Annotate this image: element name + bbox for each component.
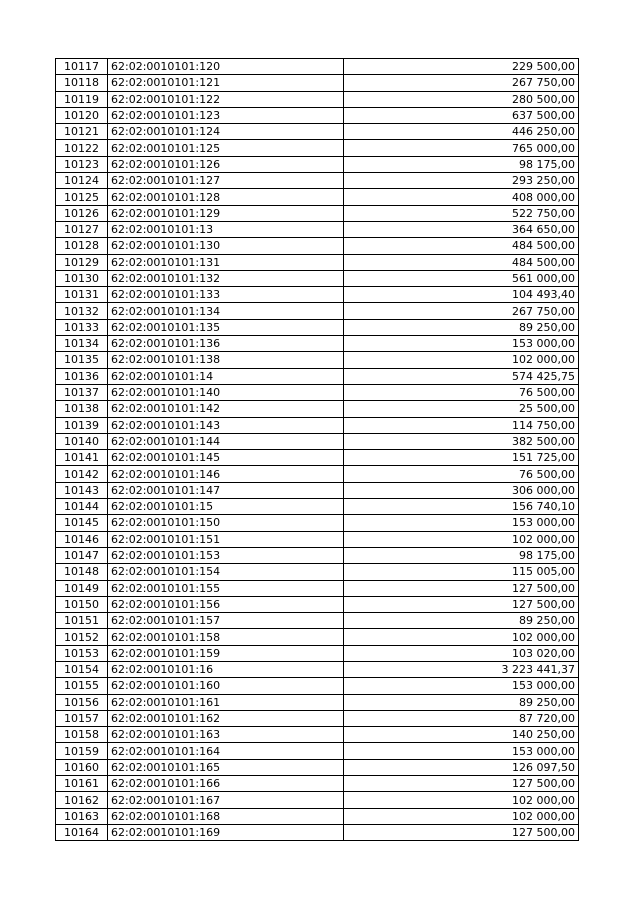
row-number-cell: 10164 bbox=[56, 824, 108, 840]
table-row bbox=[56, 319, 579, 335]
row-number-cell: 10158 bbox=[56, 727, 108, 743]
cadastral-number-cell: 62:02:0010101:166 bbox=[108, 776, 344, 792]
cadastral-value-cell: 561 000,00 bbox=[344, 270, 579, 286]
table-row bbox=[56, 564, 579, 580]
table-row bbox=[56, 824, 579, 840]
cadastral-value-cell: 25 500,00 bbox=[344, 401, 579, 417]
row-number-cell: 10134 bbox=[56, 336, 108, 352]
table-row bbox=[56, 91, 579, 107]
table-row bbox=[56, 499, 579, 515]
cadastral-number-cell: 62:02:0010101:129 bbox=[108, 205, 344, 221]
table-row bbox=[56, 450, 579, 466]
row-number-cell: 10143 bbox=[56, 482, 108, 498]
table-row bbox=[56, 238, 579, 254]
cadastral-value-cell: 140 250,00 bbox=[344, 727, 579, 743]
cadastral-value-cell: 267 750,00 bbox=[344, 75, 579, 91]
table-row bbox=[56, 531, 579, 547]
row-number-cell: 10133 bbox=[56, 319, 108, 335]
row-number-cell: 10137 bbox=[56, 384, 108, 400]
table-row bbox=[56, 287, 579, 303]
cadastral-value-cell: 102 000,00 bbox=[344, 808, 579, 824]
cadastral-number-cell: 62:02:0010101:142 bbox=[108, 401, 344, 417]
cadastral-number-cell: 62:02:0010101:124 bbox=[108, 124, 344, 140]
cadastral-number-cell: 62:02:0010101:168 bbox=[108, 808, 344, 824]
cadastral-value-cell: 267 750,00 bbox=[344, 303, 579, 319]
cadastral-value-cell: 76 500,00 bbox=[344, 466, 579, 482]
cadastral-value-cell: 126 097,50 bbox=[344, 759, 579, 775]
cadastral-value-cell: 637 500,00 bbox=[344, 107, 579, 123]
cadastral-number-cell: 62:02:0010101:151 bbox=[108, 531, 344, 547]
row-number-cell: 10146 bbox=[56, 531, 108, 547]
cadastral-value-cell: 293 250,00 bbox=[344, 173, 579, 189]
cadastral-number-cell: 62:02:0010101:153 bbox=[108, 547, 344, 563]
cadastral-value-cell: 306 000,00 bbox=[344, 482, 579, 498]
cadastral-number-cell: 62:02:0010101:128 bbox=[108, 189, 344, 205]
cadastral-value-cell: 153 000,00 bbox=[344, 515, 579, 531]
table-row bbox=[56, 254, 579, 270]
table-row bbox=[56, 694, 579, 710]
row-number-cell: 10145 bbox=[56, 515, 108, 531]
row-number-cell: 10142 bbox=[56, 466, 108, 482]
cadastral-number-cell: 62:02:0010101:121 bbox=[108, 75, 344, 91]
cadastral-value-cell: 280 500,00 bbox=[344, 91, 579, 107]
row-number-cell: 10140 bbox=[56, 433, 108, 449]
cadastral-value-cell: 103 020,00 bbox=[344, 645, 579, 661]
table-row bbox=[56, 613, 579, 629]
table-row bbox=[56, 173, 579, 189]
table-row bbox=[56, 107, 579, 123]
row-number-cell: 10127 bbox=[56, 221, 108, 237]
cadastral-number-cell: 62:02:0010101:167 bbox=[108, 792, 344, 808]
row-number-cell: 10118 bbox=[56, 75, 108, 91]
cadastral-value-cell: 98 175,00 bbox=[344, 156, 579, 172]
row-number-cell: 10124 bbox=[56, 173, 108, 189]
row-number-cell: 10122 bbox=[56, 140, 108, 156]
row-number-cell: 10163 bbox=[56, 808, 108, 824]
table-row bbox=[56, 776, 579, 792]
table-row bbox=[56, 792, 579, 808]
row-number-cell: 10136 bbox=[56, 368, 108, 384]
cadastral-number-cell: 62:02:0010101:146 bbox=[108, 466, 344, 482]
cadastral-number-cell: 62:02:0010101:140 bbox=[108, 384, 344, 400]
cadastral-number-cell: 62:02:0010101:164 bbox=[108, 743, 344, 759]
cadastral-number-cell: 62:02:0010101:13 bbox=[108, 221, 344, 237]
table-row bbox=[56, 124, 579, 140]
cadastral-number-cell: 62:02:0010101:165 bbox=[108, 759, 344, 775]
cadastral-value-cell: 98 175,00 bbox=[344, 547, 579, 563]
table-row bbox=[56, 417, 579, 433]
row-number-cell: 10128 bbox=[56, 238, 108, 254]
row-number-cell: 10144 bbox=[56, 499, 108, 515]
cadastral-value-cell: 3 223 441,37 bbox=[344, 661, 579, 677]
cadastral-value-cell: 446 250,00 bbox=[344, 124, 579, 140]
table-row bbox=[56, 482, 579, 498]
table-row bbox=[56, 759, 579, 775]
row-number-cell: 10150 bbox=[56, 596, 108, 612]
cadastral-number-cell: 62:02:0010101:135 bbox=[108, 319, 344, 335]
row-number-cell: 10131 bbox=[56, 287, 108, 303]
cadastral-value-cell: 382 500,00 bbox=[344, 433, 579, 449]
row-number-cell: 10125 bbox=[56, 189, 108, 205]
cadastral-number-cell: 62:02:0010101:161 bbox=[108, 694, 344, 710]
table-row bbox=[56, 547, 579, 563]
table-row bbox=[56, 596, 579, 612]
table-row bbox=[56, 221, 579, 237]
cadastral-number-cell: 62:02:0010101:136 bbox=[108, 336, 344, 352]
row-number-cell: 10152 bbox=[56, 629, 108, 645]
table-row bbox=[56, 515, 579, 531]
table-row bbox=[56, 466, 579, 482]
row-number-cell: 10160 bbox=[56, 759, 108, 775]
table-row bbox=[56, 384, 579, 400]
cadastral-value-cell: 153 000,00 bbox=[344, 678, 579, 694]
row-number-cell: 10157 bbox=[56, 710, 108, 726]
cadastral-number-cell: 62:02:0010101:162 bbox=[108, 710, 344, 726]
table-row bbox=[56, 205, 579, 221]
row-number-cell: 10141 bbox=[56, 450, 108, 466]
table-row bbox=[56, 140, 579, 156]
row-number-cell: 10153 bbox=[56, 645, 108, 661]
row-number-cell: 10148 bbox=[56, 564, 108, 580]
cadastral-number-cell: 62:02:0010101:138 bbox=[108, 352, 344, 368]
cadastral-value-cell: 127 500,00 bbox=[344, 776, 579, 792]
cadastral-number-cell: 62:02:0010101:131 bbox=[108, 254, 344, 270]
cadastral-number-cell: 62:02:0010101:169 bbox=[108, 824, 344, 840]
cadastral-value-cell: 229 500,00 bbox=[344, 59, 579, 75]
cadastral-number-cell: 62:02:0010101:143 bbox=[108, 417, 344, 433]
row-number-cell: 10154 bbox=[56, 661, 108, 677]
cadastral-number-cell: 62:02:0010101:122 bbox=[108, 91, 344, 107]
cadastral-value-cell: 484 500,00 bbox=[344, 254, 579, 270]
row-number-cell: 10151 bbox=[56, 613, 108, 629]
cadastral-number-cell: 62:02:0010101:133 bbox=[108, 287, 344, 303]
table-row bbox=[56, 189, 579, 205]
cadastral-value-cell: 76 500,00 bbox=[344, 384, 579, 400]
table-row bbox=[56, 75, 579, 91]
cadastral-value-cell: 114 750,00 bbox=[344, 417, 579, 433]
row-number-cell: 10161 bbox=[56, 776, 108, 792]
cadastral-value-cell: 765 000,00 bbox=[344, 140, 579, 156]
row-number-cell: 10130 bbox=[56, 270, 108, 286]
table-row bbox=[56, 629, 579, 645]
cadastral-value-cell: 364 650,00 bbox=[344, 221, 579, 237]
cadastral-number-cell: 62:02:0010101:16 bbox=[108, 661, 344, 677]
table-body bbox=[56, 59, 579, 841]
table-row bbox=[56, 661, 579, 677]
cadastral-value-table bbox=[55, 58, 579, 841]
cadastral-number-cell: 62:02:0010101:147 bbox=[108, 482, 344, 498]
cadastral-value-cell: 574 425,75 bbox=[344, 368, 579, 384]
cadastral-value-cell: 104 493,40 bbox=[344, 287, 579, 303]
table-row bbox=[56, 352, 579, 368]
cadastral-value-cell: 102 000,00 bbox=[344, 792, 579, 808]
cadastral-number-cell: 62:02:0010101:158 bbox=[108, 629, 344, 645]
row-number-cell: 10132 bbox=[56, 303, 108, 319]
row-number-cell: 10156 bbox=[56, 694, 108, 710]
row-number-cell: 10129 bbox=[56, 254, 108, 270]
cadastral-number-cell: 62:02:0010101:130 bbox=[108, 238, 344, 254]
cadastral-value-cell: 102 000,00 bbox=[344, 629, 579, 645]
row-number-cell: 10117 bbox=[56, 59, 108, 75]
cadastral-number-cell: 62:02:0010101:134 bbox=[108, 303, 344, 319]
cadastral-number-cell: 62:02:0010101:125 bbox=[108, 140, 344, 156]
cadastral-number-cell: 62:02:0010101:145 bbox=[108, 450, 344, 466]
cadastral-number-cell: 62:02:0010101:150 bbox=[108, 515, 344, 531]
table-row bbox=[56, 59, 579, 75]
table-row bbox=[56, 368, 579, 384]
table-row bbox=[56, 336, 579, 352]
table-row bbox=[56, 710, 579, 726]
row-number-cell: 10147 bbox=[56, 547, 108, 563]
cadastral-value-cell: 87 720,00 bbox=[344, 710, 579, 726]
cadastral-number-cell: 62:02:0010101:14 bbox=[108, 368, 344, 384]
cadastral-value-cell: 408 000,00 bbox=[344, 189, 579, 205]
row-number-cell: 10162 bbox=[56, 792, 108, 808]
table-row bbox=[56, 580, 579, 596]
cadastral-number-cell: 62:02:0010101:120 bbox=[108, 59, 344, 75]
row-number-cell: 10139 bbox=[56, 417, 108, 433]
row-number-cell: 10120 bbox=[56, 107, 108, 123]
table-row bbox=[56, 303, 579, 319]
row-number-cell: 10126 bbox=[56, 205, 108, 221]
row-number-cell: 10155 bbox=[56, 678, 108, 694]
cadastral-number-cell: 62:02:0010101:155 bbox=[108, 580, 344, 596]
table-row bbox=[56, 645, 579, 661]
cadastral-number-cell: 62:02:0010101:15 bbox=[108, 499, 344, 515]
cadastral-value-cell: 89 250,00 bbox=[344, 319, 579, 335]
cadastral-number-cell: 62:02:0010101:154 bbox=[108, 564, 344, 580]
table-row bbox=[56, 156, 579, 172]
cadastral-number-cell: 62:02:0010101:156 bbox=[108, 596, 344, 612]
cadastral-number-cell: 62:02:0010101:157 bbox=[108, 613, 344, 629]
cadastral-number-cell: 62:02:0010101:127 bbox=[108, 173, 344, 189]
cadastral-number-cell: 62:02:0010101:126 bbox=[108, 156, 344, 172]
cadastral-number-cell: 62:02:0010101:159 bbox=[108, 645, 344, 661]
cadastral-value-cell: 89 250,00 bbox=[344, 613, 579, 629]
table-row bbox=[56, 401, 579, 417]
cadastral-value-cell: 127 500,00 bbox=[344, 596, 579, 612]
row-number-cell: 10149 bbox=[56, 580, 108, 596]
row-number-cell: 10123 bbox=[56, 156, 108, 172]
cadastral-value-cell: 89 250,00 bbox=[344, 694, 579, 710]
cadastral-number-cell: 62:02:0010101:144 bbox=[108, 433, 344, 449]
cadastral-value-cell: 522 750,00 bbox=[344, 205, 579, 221]
row-number-cell: 10135 bbox=[56, 352, 108, 368]
cadastral-value-cell: 115 005,00 bbox=[344, 564, 579, 580]
cadastral-value-cell: 153 000,00 bbox=[344, 336, 579, 352]
cadastral-value-cell: 151 725,00 bbox=[344, 450, 579, 466]
table-row bbox=[56, 433, 579, 449]
cadastral-number-cell: 62:02:0010101:132 bbox=[108, 270, 344, 286]
row-number-cell: 10159 bbox=[56, 743, 108, 759]
table-row bbox=[56, 743, 579, 759]
cadastral-number-cell: 62:02:0010101:123 bbox=[108, 107, 344, 123]
row-number-cell: 10121 bbox=[56, 124, 108, 140]
table-row bbox=[56, 808, 579, 824]
table-row bbox=[56, 270, 579, 286]
cadastral-value-cell: 156 740,10 bbox=[344, 499, 579, 515]
cadastral-value-cell: 102 000,00 bbox=[344, 531, 579, 547]
row-number-cell: 10138 bbox=[56, 401, 108, 417]
row-number-cell: 10119 bbox=[56, 91, 108, 107]
cadastral-value-cell: 484 500,00 bbox=[344, 238, 579, 254]
cadastral-value-cell: 102 000,00 bbox=[344, 352, 579, 368]
cadastral-number-cell: 62:02:0010101:163 bbox=[108, 727, 344, 743]
cadastral-value-cell: 153 000,00 bbox=[344, 743, 579, 759]
table-row bbox=[56, 678, 579, 694]
cadastral-value-cell: 127 500,00 bbox=[344, 580, 579, 596]
table-row bbox=[56, 727, 579, 743]
cadastral-number-cell: 62:02:0010101:160 bbox=[108, 678, 344, 694]
cadastral-value-cell: 127 500,00 bbox=[344, 824, 579, 840]
